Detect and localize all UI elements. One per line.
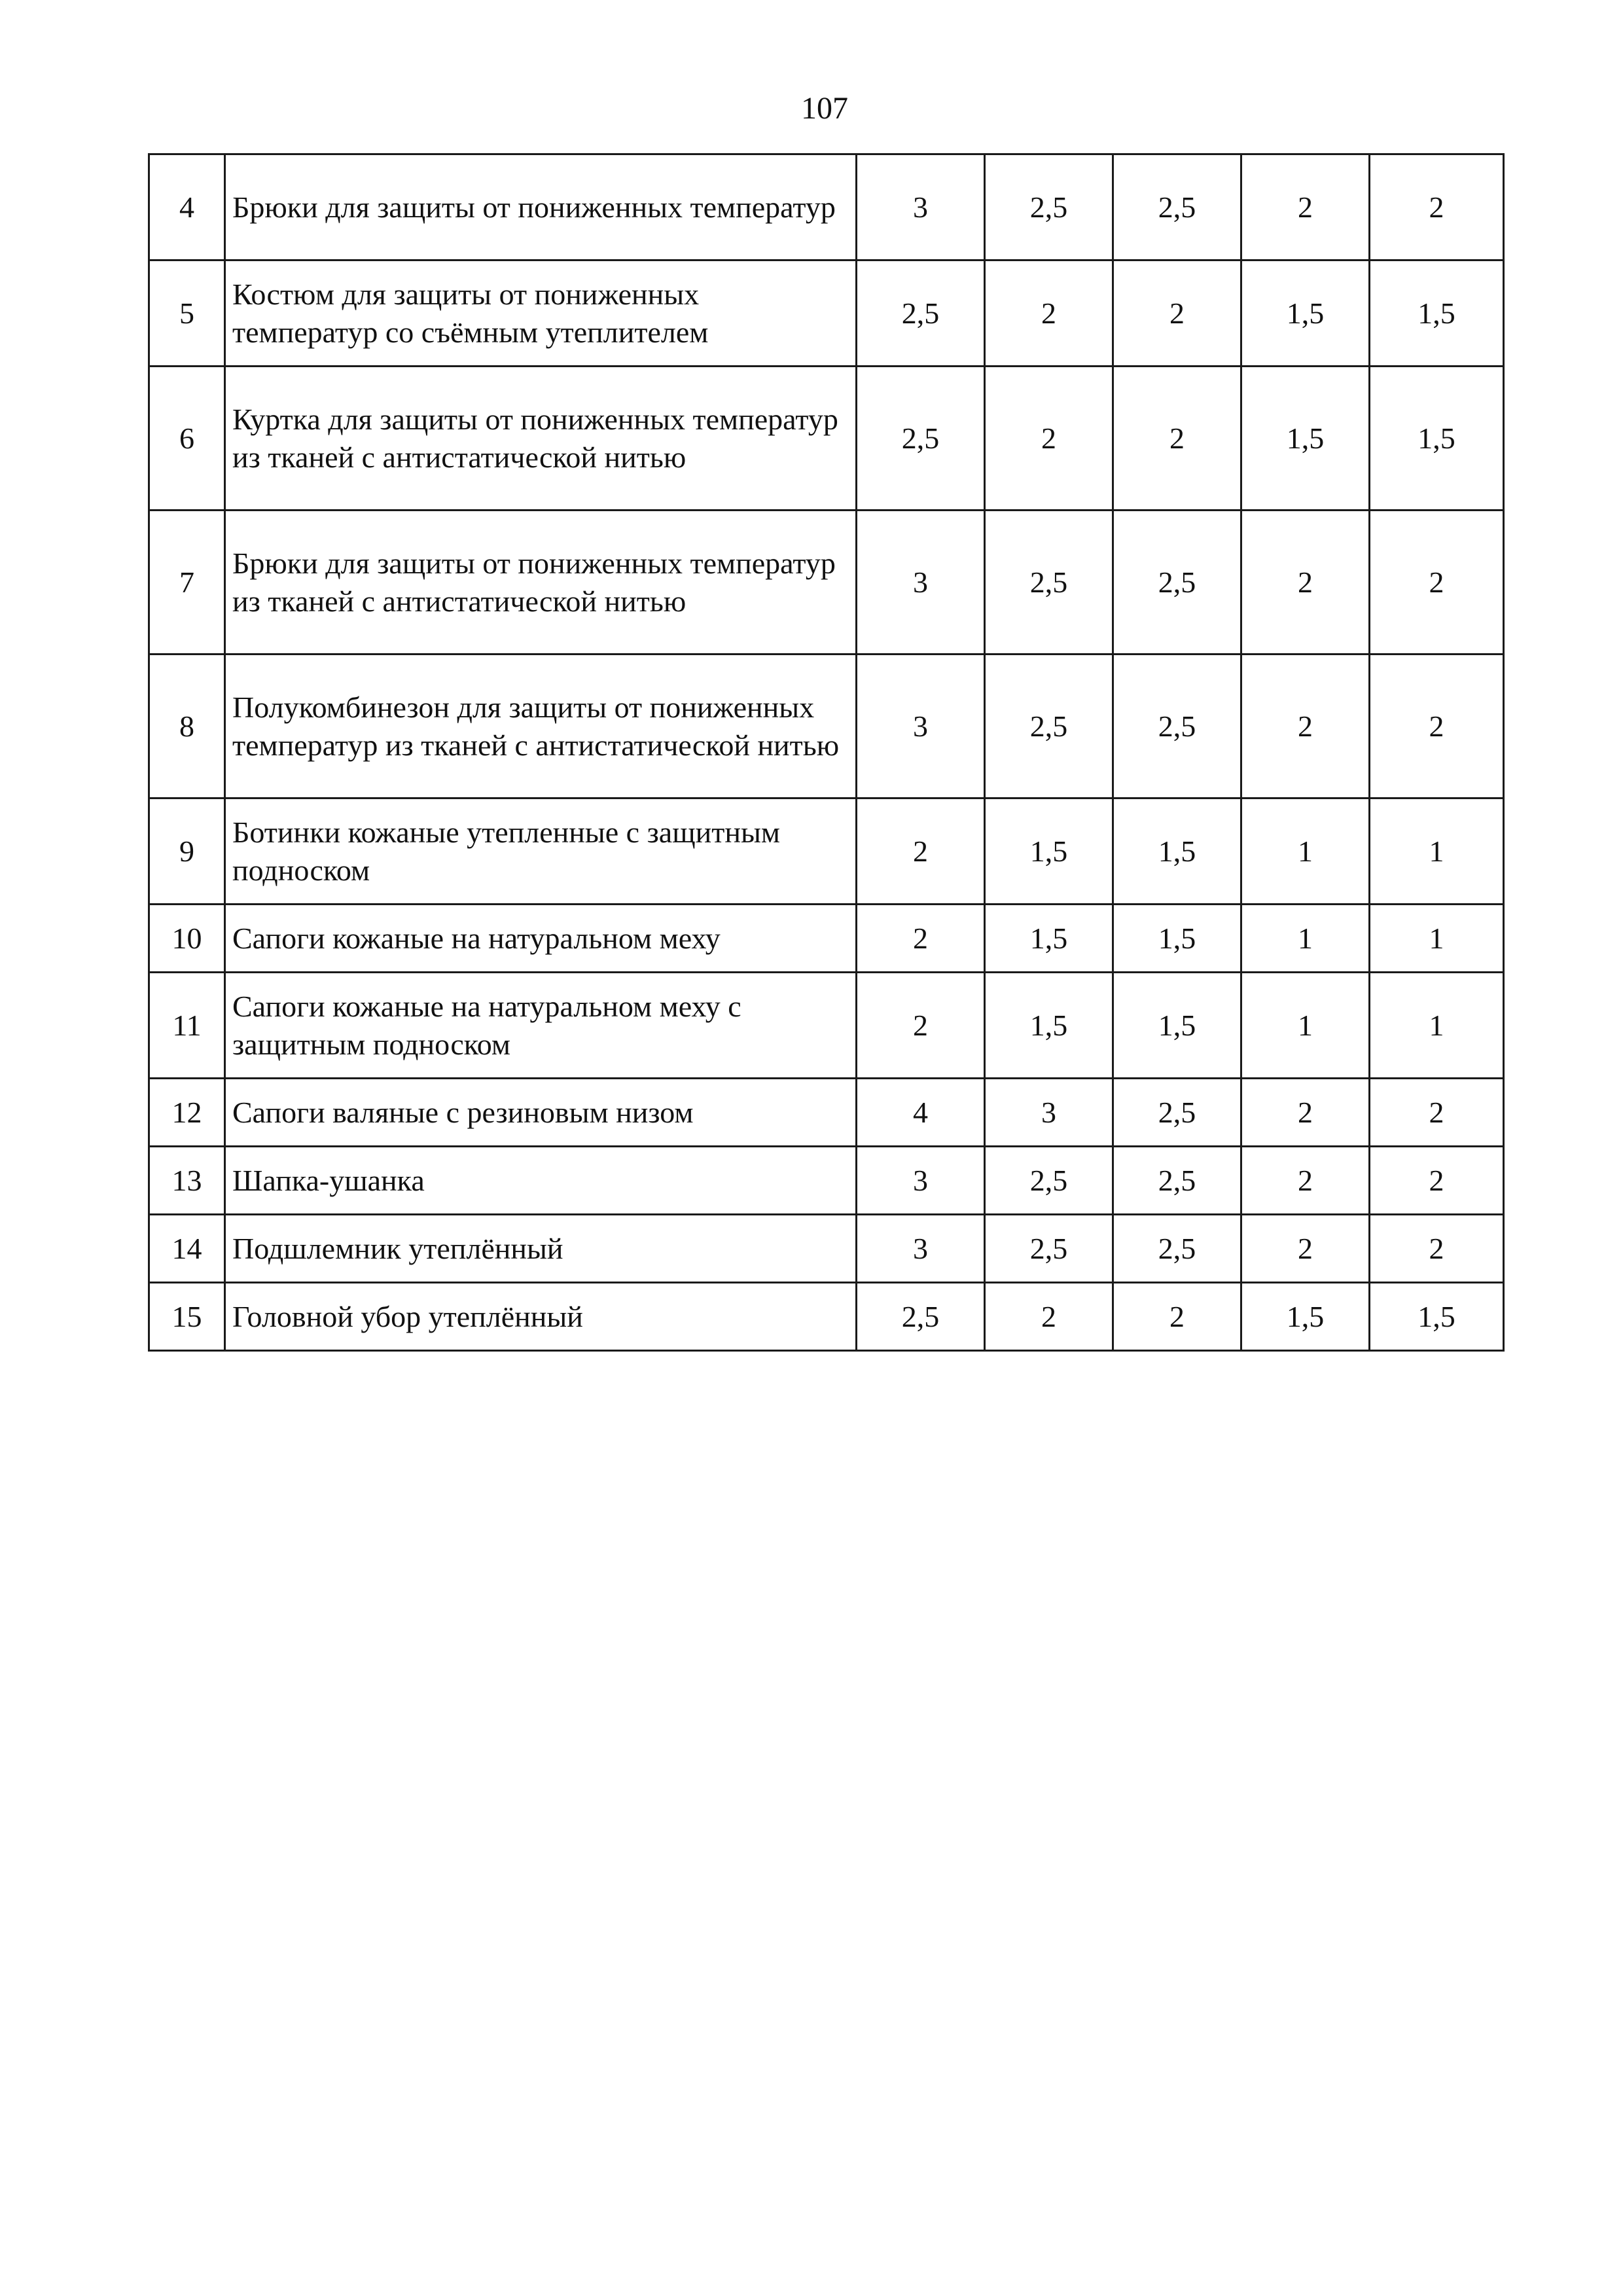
item-name: Головной убор утеплённый — [225, 1283, 857, 1351]
table-row — [149, 1215, 1504, 1283]
value-cell: 1,5 — [1241, 260, 1370, 367]
value-cell: 1 — [1370, 798, 1504, 905]
value-cell: 2,5 — [985, 655, 1113, 798]
table-row — [149, 1079, 1504, 1147]
value-cell: 2,5 — [1113, 1147, 1241, 1215]
value-cell: 1,5 — [985, 798, 1113, 905]
value-cell: 1,5 — [1370, 367, 1504, 511]
value-cell: 2 — [1370, 1215, 1504, 1283]
value-cell: 3 — [857, 1147, 985, 1215]
row-number: 13 — [149, 1147, 225, 1215]
value-cell: 2,5 — [857, 1283, 985, 1351]
value-cell: 1 — [1241, 798, 1370, 905]
value-cell: 2 — [1370, 1079, 1504, 1147]
item-name: Брюки для защиты от пониженных температур — [225, 154, 857, 260]
value-cell: 2 — [985, 1283, 1113, 1351]
table-row — [149, 1283, 1504, 1351]
value-cell: 2 — [985, 260, 1113, 367]
value-cell: 2 — [857, 905, 985, 973]
row-number: 8 — [149, 655, 225, 798]
value-cell: 2 — [1370, 1147, 1504, 1215]
value-cell: 2 — [1113, 1283, 1241, 1351]
item-name: Сапоги кожаные на натуральном меху — [225, 905, 857, 973]
row-number: 10 — [149, 905, 225, 973]
value-cell: 1,5 — [985, 973, 1113, 1079]
value-cell: 2 — [1241, 511, 1370, 655]
item-name: Ботинки кожаные утепленные с защитным подноском — [225, 798, 857, 905]
value-cell: 2 — [857, 973, 985, 1079]
row-number: 9 — [149, 798, 225, 905]
item-name: Брюки для защиты от пониженных температур из тканей с антистатической нитью — [225, 511, 857, 655]
value-cell: 1,5 — [1370, 1283, 1504, 1351]
value-cell: 2,5 — [985, 1215, 1113, 1283]
row-number: 4 — [149, 154, 225, 260]
value-cell: 2,5 — [857, 260, 985, 367]
value-cell: 2 — [1113, 260, 1241, 367]
row-number: 15 — [149, 1283, 225, 1351]
value-cell: 1,5 — [1241, 1283, 1370, 1351]
value-cell: 3 — [857, 1215, 985, 1283]
value-cell: 2 — [1370, 655, 1504, 798]
value-cell: 4 — [857, 1079, 985, 1147]
value-cell: 1 — [1241, 973, 1370, 1079]
value-cell: 2 — [1241, 1147, 1370, 1215]
table-row — [149, 905, 1504, 973]
value-cell: 2 — [1370, 154, 1504, 260]
row-number: 6 — [149, 367, 225, 511]
value-cell: 1,5 — [1241, 367, 1370, 511]
value-cell: 3 — [985, 1079, 1113, 1147]
item-name: Костюм для защиты от пониженных температур со съёмным утеплителем — [225, 260, 857, 367]
value-cell: 1,5 — [1370, 260, 1504, 367]
value-cell: 2 — [1241, 1215, 1370, 1283]
item-name: Подшлемник утеплённый — [225, 1215, 857, 1283]
value-cell: 1 — [1370, 973, 1504, 1079]
value-cell: 2,5 — [857, 367, 985, 511]
item-name: Полукомбинезон для защиты от пониженных температур из тканей с антистатической нитью — [225, 655, 857, 798]
value-cell: 1 — [1370, 905, 1504, 973]
value-cell: 2,5 — [985, 1147, 1113, 1215]
table-row — [149, 260, 1504, 367]
row-number: 7 — [149, 511, 225, 655]
table-row — [149, 655, 1504, 798]
value-cell: 2 — [1241, 154, 1370, 260]
value-cell: 1,5 — [1113, 798, 1241, 905]
item-name: Куртка для защиты от пониженных температур из тканей с антистатической нитью — [225, 367, 857, 511]
value-cell: 2,5 — [1113, 1079, 1241, 1147]
value-cell: 2,5 — [1113, 511, 1241, 655]
table-row — [149, 154, 1504, 260]
value-cell: 2,5 — [985, 511, 1113, 655]
value-cell: 2,5 — [985, 154, 1113, 260]
table-row — [149, 511, 1504, 655]
value-cell: 2 — [1241, 655, 1370, 798]
value-cell: 2,5 — [1113, 1215, 1241, 1283]
table-row — [149, 367, 1504, 511]
row-number: 11 — [149, 973, 225, 1079]
table-body — [149, 154, 1504, 1351]
page-number: 107 — [801, 91, 848, 126]
value-cell: 1,5 — [1113, 973, 1241, 1079]
table-row — [149, 1147, 1504, 1215]
value-cell: 3 — [857, 154, 985, 260]
value-cell: 2 — [1113, 367, 1241, 511]
value-cell: 2 — [1370, 511, 1504, 655]
table-row — [149, 798, 1504, 905]
value-cell: 2 — [985, 367, 1113, 511]
norms-table — [148, 153, 1505, 1352]
value-cell: 3 — [857, 655, 985, 798]
row-number: 12 — [149, 1079, 225, 1147]
value-cell: 2 — [857, 798, 985, 905]
value-cell: 2,5 — [1113, 655, 1241, 798]
value-cell: 2,5 — [1113, 154, 1241, 260]
value-cell: 1,5 — [1113, 905, 1241, 973]
value-cell: 1,5 — [985, 905, 1113, 973]
row-number: 14 — [149, 1215, 225, 1283]
value-cell: 2 — [1241, 1079, 1370, 1147]
value-cell: 1 — [1241, 905, 1370, 973]
item-name: Шапка-ушанка — [225, 1147, 857, 1215]
item-name: Сапоги кожаные на натуральном меху с защитным подноском — [225, 973, 857, 1079]
table-row — [149, 973, 1504, 1079]
row-number: 5 — [149, 260, 225, 367]
value-cell: 3 — [857, 511, 985, 655]
item-name: Сапоги валяные с резиновым низом — [225, 1079, 857, 1147]
